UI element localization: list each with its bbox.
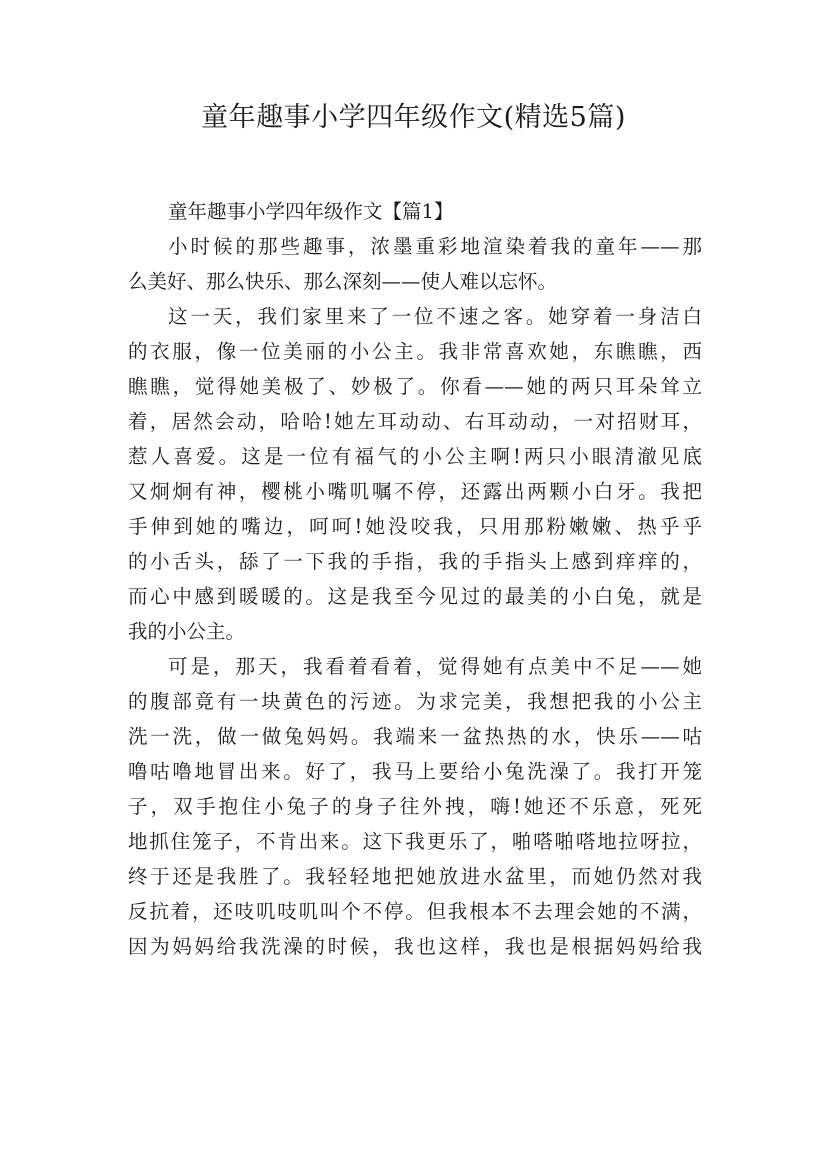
paragraph-line: 又炯炯有神，樱桃小嘴叽嘱不停，还露出两颗小白牙。我把 [128, 480, 702, 503]
paragraph-line: 的小舌头，舔了一下我的手指，我的手指头上感到痒痒的， [128, 550, 702, 573]
paragraph-line: 这一天，我们家里来了一位不速之客。她穿着一身洁白 [168, 305, 702, 328]
paragraph-line: 么美好、那么快乐、那么深刻——使人难以忘怀。 [128, 270, 558, 293]
paragraph-line: 着，居然会动，哈哈!她左耳动动、右耳动动，一对招财耳， [128, 410, 702, 433]
section-heading: 童年趣事小学四年级作文【篇1】 [168, 200, 454, 223]
paragraph-line: 反抗着，还吱叽吱叽叫个不停。但我根本不去理会她的不满， [128, 900, 702, 923]
paragraph-line: 我的小公主。 [128, 620, 246, 643]
paragraph-line: 可是，那天，我看着看着，觉得她有点美中不足——她 [168, 655, 702, 678]
paragraph-line: 而心中感到暖暖的。这是我至今见过的最美的小白兔，就是 [128, 585, 702, 608]
paragraph-line: 的衣服，像一位美丽的小公主。我非常喜欢她，东瞧瞧，西 [128, 340, 702, 363]
paragraph-line: 因为妈妈给我洗澡的时候，我也这样，我也是根据妈妈给我 [128, 935, 702, 958]
paragraph-line: 地抓住笼子，不肯出来。这下我更乐了，啪嗒啪嗒地拉呀拉， [128, 830, 702, 853]
paragraph-line: 手伸到她的嘴边，呵呵!她没咬我，只用那粉嫩嫩、热乎乎 [128, 515, 702, 538]
paragraph-line: 子，双手抱住小兔子的身子往外拽，嗨!她还不乐意，死死 [128, 795, 702, 818]
document-body [128, 194, 702, 964]
paragraph-line: 小时候的那些趣事，浓墨重彩地渲染着我的童年——那 [168, 235, 702, 258]
paragraph-line: 的腹部竟有一块黄色的污迹。为求完美，我想把我的小公主 [128, 690, 702, 713]
paragraph-line: 惹人喜爱。这是一位有福气的小公主啊!两只小眼清澈见底 [128, 445, 702, 468]
paragraph-line: 瞧瞧，觉得她美极了、妙极了。你看——她的两只耳朵耸立 [128, 375, 702, 398]
paragraph-line: 噜咕噜地冒出来。好了，我马上要给小兔洗澡了。我打开笼 [128, 760, 702, 783]
document-title: 童年趣事小学四年级作文(精选5篇) [201, 102, 626, 133]
paragraph-line: 洗一洗，做一做兔妈妈。我端来一盆热热的水，快乐——咕 [128, 725, 702, 748]
paragraph-line: 终于还是我胜了。我轻轻地把她放进水盆里，而她仍然对我 [128, 865, 702, 888]
